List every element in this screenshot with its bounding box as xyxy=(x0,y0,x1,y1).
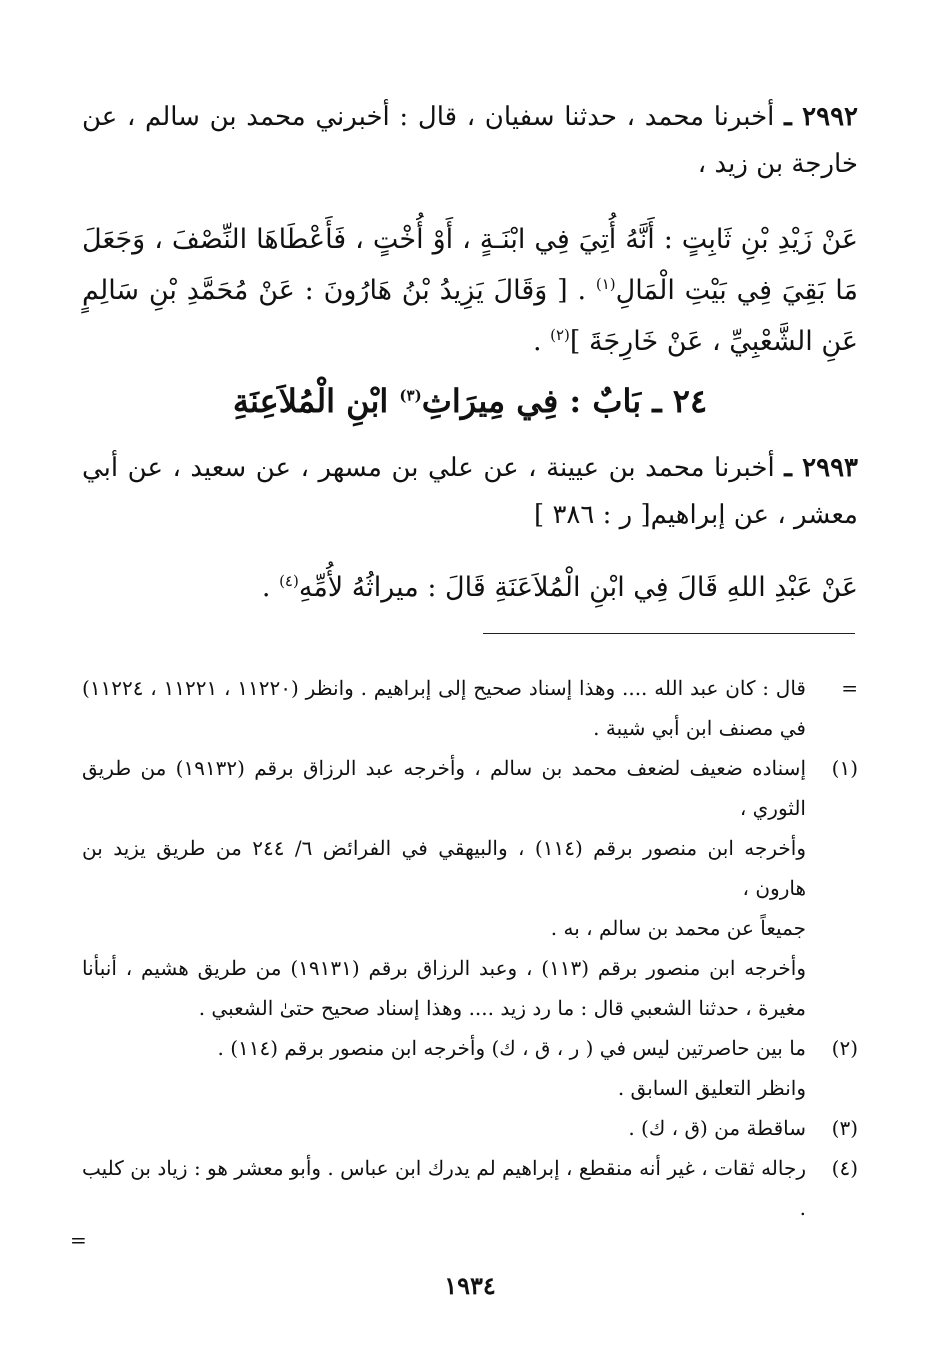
footnote-item xyxy=(82,1148,858,1228)
continuation-mark-bottom: = xyxy=(70,1228,87,1252)
matn-part-3: . xyxy=(532,326,551,357)
footnote-text: قال : كان عبد الله .... وهذا إسناد صحيح إلى إبراهيم . وانظر (١١٢٢٠ ، ١١٢٢١ ، ١١٢٢٤) في مصنف ابن أبي شيبة . xyxy=(82,676,806,740)
matn-part-1: عَنْ زَيْدِ بْنِ ثَابِتٍ : أَنَّهُ أُتِيَ فِي ابْنَـةٍ ، أَوْ أُخْتٍ ، فَأَعْطَاهَا النِّصْفَ ، وَجَعَلَ مَا بَقِيَ فِي بَيْتِ الْمَالِ xyxy=(82,224,858,306)
hadith-2993-isnad xyxy=(82,445,858,539)
continuation-mark: = xyxy=(841,676,858,700)
hadith-number: ٢٩٩٣ ـ xyxy=(784,453,859,483)
isnad-text: أخبرنا محمد بن عيينة ، عن علي بن مسهر ، عن سعيد ، عن أبي معشر ، عن إبراهيم[ ر : ٣٨٦ ] xyxy=(82,453,858,530)
chapter-heading-prefix: ٢٤ ـ بَابٌ : فِي مِيرَاثِ xyxy=(421,382,708,420)
matn-end: . xyxy=(261,572,280,603)
footnote-item xyxy=(82,1108,858,1148)
footnote-number: (٤) xyxy=(831,1156,858,1180)
hadith-number: ٢٩٩٢ ـ xyxy=(784,102,858,132)
matn-part-2: . [ وَقَالَ يَزِيدُ بْنُ هَارُونَ : عَنْ مُحَمَّدِ بْنِ سَالِمٍ عَنِ الشَّعْبِيِّ ، عَنْ خَارِجَةَ ] xyxy=(82,275,858,357)
chapter-heading xyxy=(82,375,858,427)
footnotes xyxy=(82,668,858,1228)
isnad-text: أخبرنا محمد ، حدثنا سفيان ، قال : أخبرني محمد بن سالم ، عن خارجة بن زيد ، xyxy=(82,102,858,179)
chapter-heading-suffix: ابْنِ الْمُلاَعِنَةِ xyxy=(232,382,400,420)
footnote-paragraph: جميعاً عن محمد بن سالم ، به . xyxy=(550,916,806,940)
matn-part-1: عَنْ عَبْدِ اللهِ قَالَ فِي ابْنِ الْمُلاَعَنَةِ قَالَ : ميراثُهُ لأُمِّهِ xyxy=(298,572,858,603)
footnote-paragraph: وأخرجه ابن منصور برقم (١١٣) ، وعبد الرزاق برقم (١٩١٣١) من طريق هشيم ، أنبأنا مغيرة ، حدثنا الشعبي قال : ما رد زيد .... وهذا إسناد صحيح حتىٰ الشعبي . xyxy=(82,956,806,1020)
footnote-number: (١) xyxy=(831,756,858,780)
footnote-continuation xyxy=(82,668,858,748)
footnote-paragraph: رجاله ثقات ، غير أنه منقطع ، إبراهيم لم يدرك ابن عباس . وأبو معشر هو : زياد بن كليب . xyxy=(82,1156,806,1220)
footnote-ref-3: (٣) xyxy=(399,386,422,405)
hadith-2992-isnad xyxy=(82,94,858,188)
footnote-item xyxy=(82,748,858,1028)
footnote-item xyxy=(82,1028,858,1108)
footnote-paragraph: ساقطة من (ق ، ك) . xyxy=(628,1116,806,1140)
hadith-2993-matn xyxy=(82,562,858,613)
matn-text xyxy=(82,562,858,613)
footnote-paragraph: وأخرجه ابن منصور برقم (١١٤) ، والبيهقي في الفرائض ٦/ ٢٤٤ من طريق يزيد بن هارون ، xyxy=(82,836,806,900)
footnote-number: (٢) xyxy=(831,1036,858,1060)
footnote-paragraph: ما بين حاصرتين ليس في ( ر ، ق ، ك) وأخرجه ابن منصور برقم (١١٤) . xyxy=(217,1036,806,1060)
page-number: ١٩٣٤ xyxy=(444,1271,496,1300)
footnote-separator xyxy=(483,633,855,634)
matn-text xyxy=(82,214,858,367)
footnote-ref-2: (٢) xyxy=(550,326,570,344)
footnote-number: (٣) xyxy=(831,1116,858,1140)
hadith-2993 xyxy=(82,445,858,539)
hadith-2992-matn xyxy=(82,214,858,367)
footnote-list xyxy=(82,748,858,1228)
footnote-ref-4: (٤) xyxy=(279,572,299,590)
hadith-2992 xyxy=(82,94,858,188)
footnote-paragraph: إسناده ضعيف لضعف محمد بن سالم ، وأخرجه عبد الرزاق برقم (١٩١٣٢) من طريق الثوري ، xyxy=(82,756,806,820)
footnote-paragraph: وانظر التعليق السابق . xyxy=(617,1076,806,1100)
footnote-ref-1: (١) xyxy=(595,275,616,293)
